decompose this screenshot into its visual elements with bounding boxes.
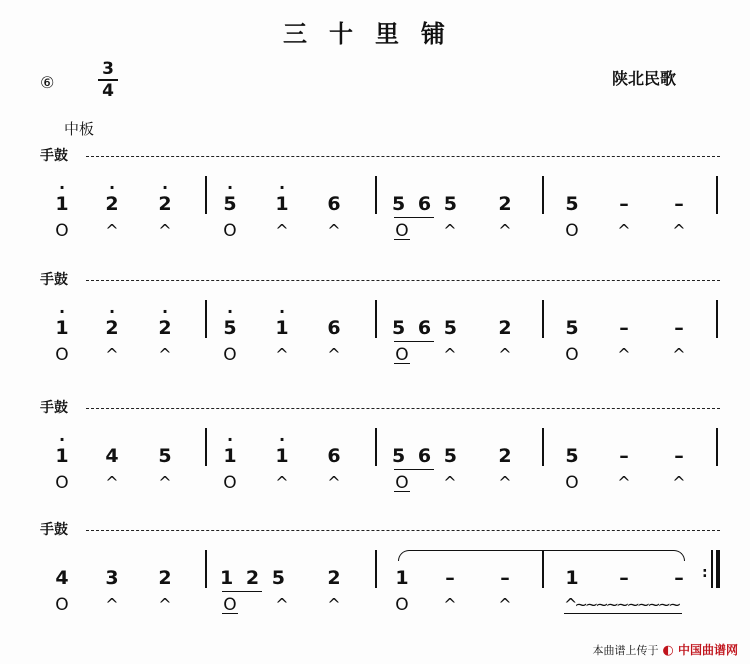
accent-stroke: ^ (158, 345, 172, 364)
final-barline (711, 550, 713, 588)
note (275, 302, 289, 339)
accent-stroke: ^ (105, 595, 119, 614)
time-signature-bottom: 4 (102, 81, 114, 101)
open-stroke: O (55, 595, 69, 615)
open-stroke: O (565, 473, 579, 493)
site-name: 中国曲谱网 (677, 643, 738, 657)
note-value: 4 (55, 567, 69, 589)
note (158, 568, 171, 588)
sustain-dash (500, 568, 510, 588)
stroke-underline (394, 363, 410, 364)
accent-stroke: ^ (443, 345, 457, 364)
open-stroke: O (565, 221, 579, 241)
beam-underline (222, 591, 262, 592)
barline (542, 428, 544, 466)
note (565, 446, 578, 466)
note-value: – (674, 567, 684, 589)
tremolo-underline (564, 613, 682, 614)
note-value: – (619, 193, 629, 215)
note-value: 6 (327, 445, 341, 467)
staff-label: 手鼓 (40, 272, 68, 288)
tie-slur (398, 550, 685, 561)
tempo-marking: 中板 (64, 120, 95, 138)
note: 2 (327, 567, 341, 589)
open-stroke: O (223, 595, 237, 615)
accent-stroke: ^ (498, 595, 512, 614)
note (55, 430, 69, 467)
note-value: 5 (565, 317, 579, 339)
note-value: 2 (105, 317, 119, 339)
accent-stroke: ^ (443, 595, 457, 614)
staff-dashed-line (86, 156, 720, 157)
open-stroke: O (395, 345, 409, 365)
accent-stroke: ^ (672, 345, 686, 364)
accent-stroke: ^ (443, 473, 457, 492)
note-value: 3 (105, 567, 119, 589)
accent-stroke: ^ (327, 473, 341, 492)
note-value: 6 (327, 317, 341, 339)
stroke-underline (222, 613, 238, 614)
stroke-underline (394, 239, 410, 240)
note (327, 446, 340, 466)
barline (205, 176, 207, 214)
open-stroke: O (395, 221, 409, 241)
accent-stroke: ^ (498, 221, 512, 240)
staff-dashed-line (86, 280, 720, 281)
octave-dot: · (226, 178, 234, 197)
note-value: 2 (158, 317, 172, 339)
barline (375, 550, 377, 588)
octave-dot: · (108, 302, 116, 321)
time-signature (98, 60, 118, 100)
note (223, 178, 237, 215)
note (158, 302, 172, 339)
octave-dot: · (108, 178, 116, 197)
staff-label: 手鼓 (40, 148, 68, 164)
note-value: 1 (223, 445, 237, 467)
sustain-dash (674, 446, 684, 466)
barline (375, 300, 377, 338)
note (395, 568, 408, 588)
note-value: 5 (565, 193, 579, 215)
staff-dashed-line (86, 530, 720, 531)
octave-dot: · (278, 302, 286, 321)
note-value: 2 (105, 193, 119, 215)
note-value: 5 (223, 193, 237, 215)
note-value: 1 (55, 317, 69, 339)
staff-label: 手鼓 (40, 400, 68, 416)
open-stroke: O (223, 473, 237, 493)
note-value: – (619, 567, 629, 589)
sustain-dash (619, 568, 629, 588)
barline (205, 300, 207, 338)
note (275, 430, 289, 467)
barline (716, 300, 718, 338)
note (105, 446, 118, 466)
accent-stroke: ^ (617, 473, 631, 492)
accent-stroke: ^ (617, 345, 631, 364)
octave-dot: · (58, 430, 66, 449)
note: 2 (498, 193, 512, 215)
note (565, 318, 578, 338)
note (105, 568, 118, 588)
note (275, 178, 289, 215)
note-value: 1 (55, 193, 69, 215)
octave-dot: · (58, 178, 66, 197)
note: 2 (498, 317, 512, 339)
note-value: 5 (223, 317, 237, 339)
note-group: 5 6 5 (392, 445, 460, 467)
note-value: 1 (55, 445, 69, 467)
open-stroke: O (55, 221, 69, 241)
open-stroke: O (395, 473, 409, 493)
note-value: – (619, 317, 629, 339)
octave-dot: · (161, 178, 169, 197)
site-logo-icon: ◐ (662, 643, 674, 658)
accent-stroke: ^ (617, 221, 631, 240)
beam-underline (394, 341, 434, 342)
note-value: 1 (275, 445, 289, 467)
note-value: – (619, 445, 629, 467)
sustain-dash (619, 194, 629, 214)
open-stroke: O (55, 473, 69, 493)
repeat-dots: : (702, 565, 708, 581)
accent-stroke: ^ (443, 221, 457, 240)
page-title: 三十里铺 (283, 19, 467, 48)
accent-stroke: ^ (327, 221, 341, 240)
sustain-dash (674, 568, 684, 588)
octave-dot: · (278, 430, 286, 449)
accent-stroke: ^ (672, 473, 686, 492)
staff-label: 手鼓 (40, 522, 68, 538)
note-value: 6 (327, 193, 341, 215)
origin-label: 陕北民歌 (612, 69, 677, 88)
barline (375, 428, 377, 466)
accent-stroke: ^ (275, 221, 289, 240)
final-barline-thick (716, 550, 720, 588)
open-stroke: O (223, 221, 237, 241)
accent-stroke: ^ (105, 473, 119, 492)
open-stroke: O (565, 345, 579, 365)
accent-stroke: ^ (275, 473, 289, 492)
note (55, 178, 69, 215)
note-value: 5 (565, 445, 579, 467)
note (55, 302, 69, 339)
accent-stroke: ^ (498, 345, 512, 364)
note (565, 568, 578, 588)
time-signature-top: 3 (102, 59, 114, 79)
sustain-dash (674, 194, 684, 214)
accent-stroke: ^ (105, 345, 119, 364)
barline (542, 176, 544, 214)
barline (716, 176, 718, 214)
note (223, 302, 237, 339)
note-value: 2 (158, 567, 172, 589)
note-value: 1 (275, 193, 289, 215)
octave-dot: · (58, 302, 66, 321)
note-group: 5 6 5 (392, 193, 460, 215)
note-value: 1 (275, 317, 289, 339)
accent-stroke: ^ (158, 473, 172, 492)
note-value: – (674, 445, 684, 467)
note-group: 5 6 5 (392, 317, 460, 339)
sustain-dash (619, 318, 629, 338)
tremolo-stroke: ^~~~~~~~~~~ (564, 595, 679, 614)
note (327, 194, 340, 214)
note (223, 430, 237, 467)
octave-dot: · (226, 302, 234, 321)
note-group: 1 2 5 (220, 567, 288, 589)
note (55, 568, 68, 588)
barline (542, 300, 544, 338)
stroke-underline (394, 491, 410, 492)
note (105, 302, 119, 339)
note-value: 4 (105, 445, 119, 467)
note-value: – (674, 317, 684, 339)
note (158, 446, 171, 466)
accent-stroke: ^ (327, 595, 341, 614)
footer (592, 641, 738, 658)
open-stroke: O (395, 595, 409, 615)
beam-underline (394, 217, 434, 218)
note (105, 178, 119, 215)
note (158, 178, 172, 215)
sustain-dash (619, 446, 629, 466)
accent-stroke: ^ (327, 345, 341, 364)
octave-dot: · (226, 430, 234, 449)
staff-dashed-line (86, 408, 720, 409)
note-value: 5 (158, 445, 172, 467)
note: 2 (498, 445, 512, 467)
note (565, 194, 578, 214)
open-stroke: O (55, 345, 69, 365)
note-value: – (445, 567, 455, 589)
beam-underline (394, 469, 434, 470)
accent-stroke: ^ (105, 221, 119, 240)
note-value: 1 (395, 567, 409, 589)
site-logo[interactable] (662, 641, 738, 658)
barline (205, 550, 207, 588)
accent-stroke: ^ (672, 221, 686, 240)
note (327, 318, 340, 338)
piece-number: ⑥ (40, 73, 55, 92)
accent-stroke: ^ (158, 221, 172, 240)
open-stroke: O (223, 345, 237, 365)
note-value: – (500, 567, 510, 589)
accent-stroke: ^ (275, 595, 289, 614)
barline (205, 428, 207, 466)
barline (375, 176, 377, 214)
accent-stroke: ^ (158, 595, 172, 614)
accent-stroke: ^ (275, 345, 289, 364)
sustain-dash (445, 568, 455, 588)
octave-dot: · (278, 178, 286, 197)
note-value: – (674, 193, 684, 215)
barline (716, 428, 718, 466)
footer-text: 本曲谱上传于 (592, 643, 659, 657)
note-value: 2 (158, 193, 172, 215)
sustain-dash (674, 318, 684, 338)
note-value: 1 (565, 567, 579, 589)
octave-dot: · (161, 302, 169, 321)
accent-stroke: ^ (498, 473, 512, 492)
